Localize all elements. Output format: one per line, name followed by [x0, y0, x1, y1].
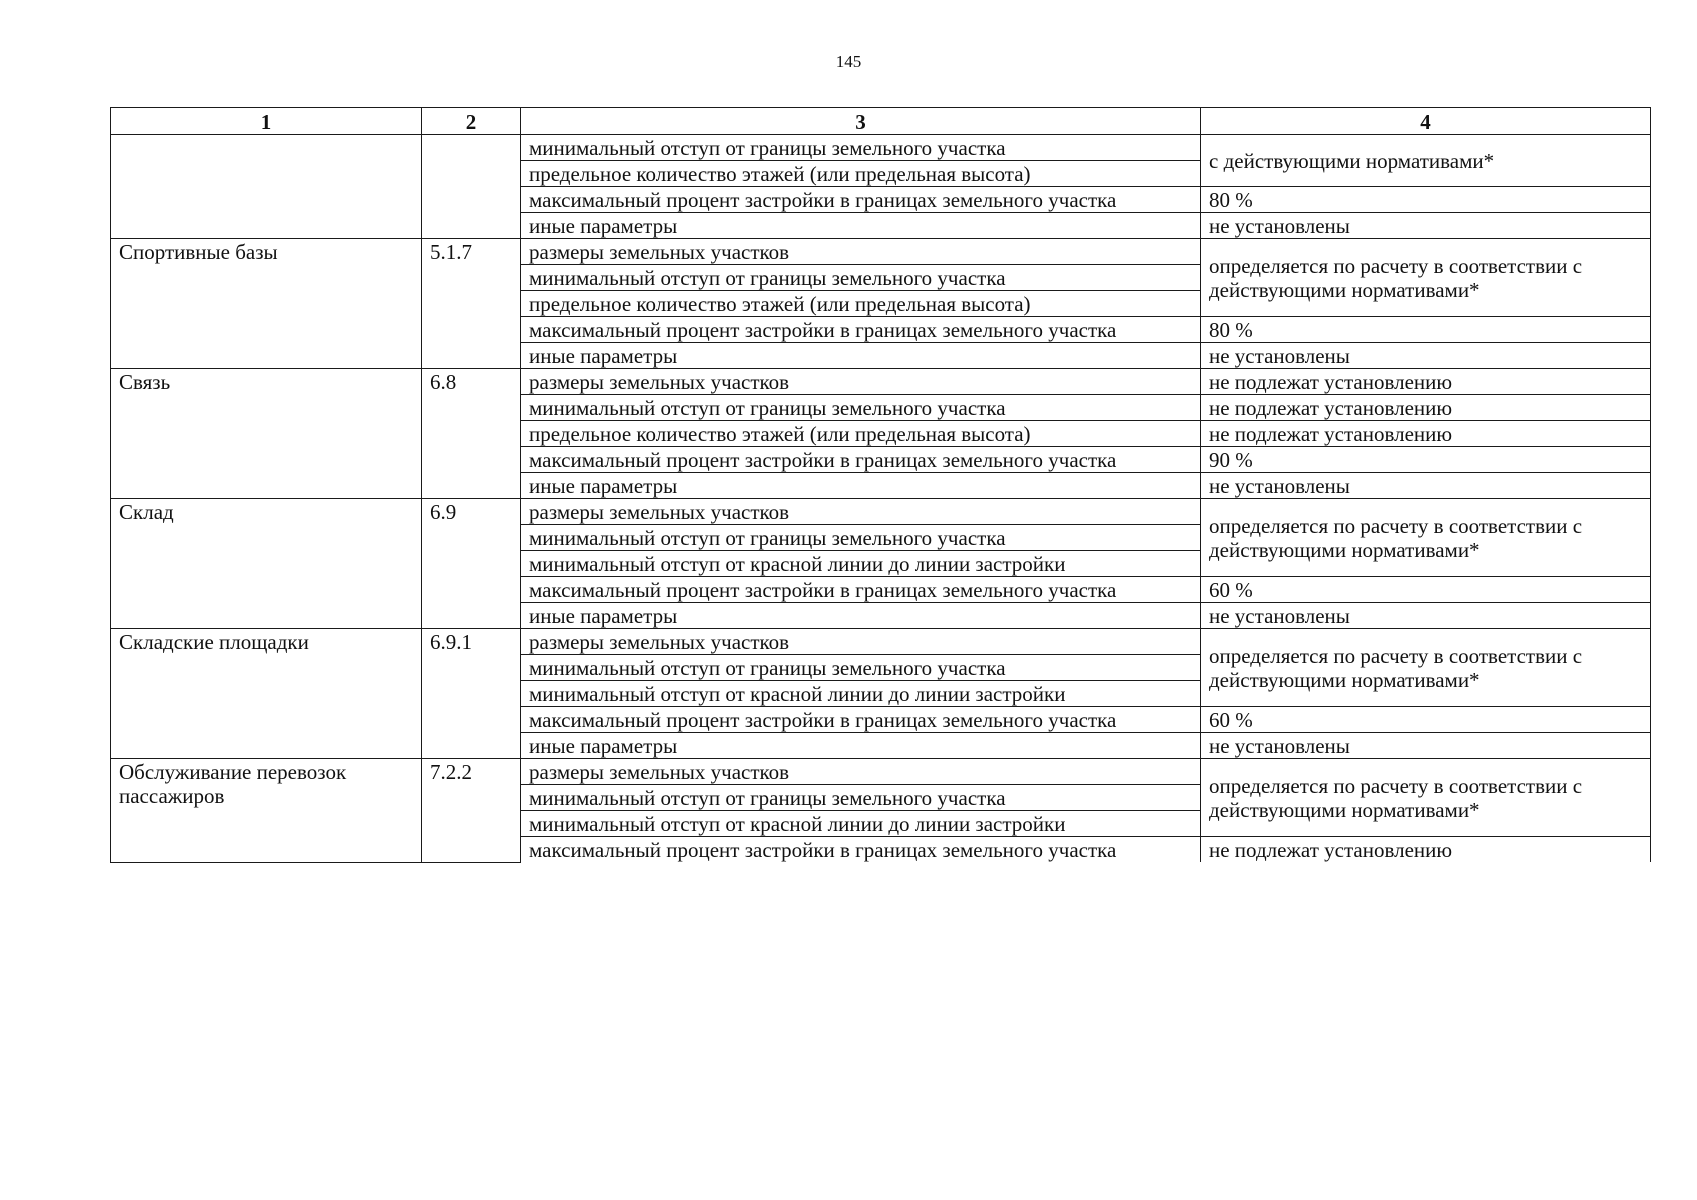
code-cell: 6.9.1 — [422, 629, 521, 759]
table-row — [111, 369, 1651, 395]
parameter-cell: минимальный отступ от границы земельного участка — [521, 265, 1201, 291]
value-cell: 60 % — [1201, 577, 1651, 603]
table-row — [111, 629, 1651, 655]
parameter-cell: минимальный отступ от границы земельного участка — [521, 655, 1201, 681]
land-use-type-cell: Связь — [111, 369, 422, 499]
parameter-cell: размеры земельных участков — [521, 759, 1201, 785]
parameter-cell: иные параметры — [521, 473, 1201, 499]
land-use-type-cell — [111, 135, 422, 239]
value-cell: 80 % — [1201, 317, 1651, 343]
column-header-4: 4 — [1201, 108, 1651, 135]
code-cell: 6.8 — [422, 369, 521, 499]
value-cell: не установлены — [1201, 733, 1651, 759]
parameter-cell: иные параметры — [521, 343, 1201, 369]
parameter-cell: размеры земельных участков — [521, 499, 1201, 525]
table-row — [111, 239, 1651, 265]
code-cell: 7.2.2 — [422, 759, 521, 863]
column-header-2: 2 — [422, 108, 521, 135]
parameter-cell: максимальный процент застройки в границах земельного участка — [521, 577, 1201, 603]
parameter-cell: предельное количество этажей (или предельная высота) — [521, 421, 1201, 447]
parameter-cell: максимальный процент застройки в границах земельного участка — [521, 187, 1201, 213]
value-cell: не установлены — [1201, 473, 1651, 499]
value-cell: не установлены — [1201, 213, 1651, 239]
value-cell: определяется по расчету в соответствии с действующими нормативами* — [1201, 239, 1651, 317]
value-cell: 60 % — [1201, 707, 1651, 733]
regulations-table — [110, 107, 1651, 863]
parameter-cell: минимальный отступ от красной линии до линии застройки — [521, 811, 1201, 837]
parameter-cell: предельное количество этажей (или предельная высота) — [521, 291, 1201, 317]
parameter-cell: минимальный отступ от границы земельного участка — [521, 395, 1201, 421]
value-cell: не установлены — [1201, 343, 1651, 369]
value-cell: не подлежат установлению — [1201, 837, 1651, 863]
parameter-cell: максимальный процент застройки в границах земельного участка — [521, 447, 1201, 473]
parameter-cell: минимальный отступ от границы земельного участка — [521, 785, 1201, 811]
parameter-cell: максимальный процент застройки в границах земельного участка — [521, 837, 1201, 863]
parameter-cell: иные параметры — [521, 213, 1201, 239]
table-row — [111, 499, 1651, 525]
column-header-3: 3 — [521, 108, 1201, 135]
value-cell: определяется по расчету в соответствии с действующими нормативами* — [1201, 759, 1651, 837]
table-header-row — [111, 108, 1651, 135]
value-cell: 90 % — [1201, 447, 1651, 473]
code-cell — [422, 135, 521, 239]
column-header-1: 1 — [111, 108, 422, 135]
table-row — [111, 135, 1651, 161]
parameter-cell: минимальный отступ от границы земельного участка — [521, 525, 1201, 551]
value-cell: определяется по расчету в соответствии с действующими нормативами* — [1201, 499, 1651, 577]
value-cell: не установлены — [1201, 603, 1651, 629]
value-cell: 80 % — [1201, 187, 1651, 213]
table-row — [111, 759, 1651, 785]
land-use-type-cell: Обслуживание перевозок пассажиров — [111, 759, 422, 863]
land-use-type-cell: Склад — [111, 499, 422, 629]
value-cell: определяется по расчету в соответствии с действующими нормативами* — [1201, 629, 1651, 707]
parameter-cell: предельное количество этажей (или предельная высота) — [521, 161, 1201, 187]
value-cell: не подлежат установлению — [1201, 395, 1651, 421]
code-cell: 5.1.7 — [422, 239, 521, 369]
value-cell: с действующими нормативами* — [1201, 135, 1651, 187]
parameter-cell: размеры земельных участков — [521, 629, 1201, 655]
parameter-cell: иные параметры — [521, 603, 1201, 629]
land-use-type-cell: Спортивные базы — [111, 239, 422, 369]
parameter-cell: минимальный отступ от красной линии до линии застройки — [521, 681, 1201, 707]
value-cell: не подлежат установлению — [1201, 421, 1651, 447]
parameter-cell: минимальный отступ от границы земельного участка — [521, 135, 1201, 161]
parameter-cell: размеры земельных участков — [521, 239, 1201, 265]
parameter-cell: размеры земельных участков — [521, 369, 1201, 395]
parameter-cell: иные параметры — [521, 733, 1201, 759]
value-cell: не подлежат установлению — [1201, 369, 1651, 395]
land-use-type-cell: Складские площадки — [111, 629, 422, 759]
parameter-cell: максимальный процент застройки в границах земельного участка — [521, 707, 1201, 733]
parameter-cell: максимальный процент застройки в границах земельного участка — [521, 317, 1201, 343]
parameter-cell: минимальный отступ от красной линии до линии застройки — [521, 551, 1201, 577]
code-cell: 6.9 — [422, 499, 521, 629]
table-body — [111, 135, 1651, 863]
page-number: 145 — [835, 52, 862, 71]
